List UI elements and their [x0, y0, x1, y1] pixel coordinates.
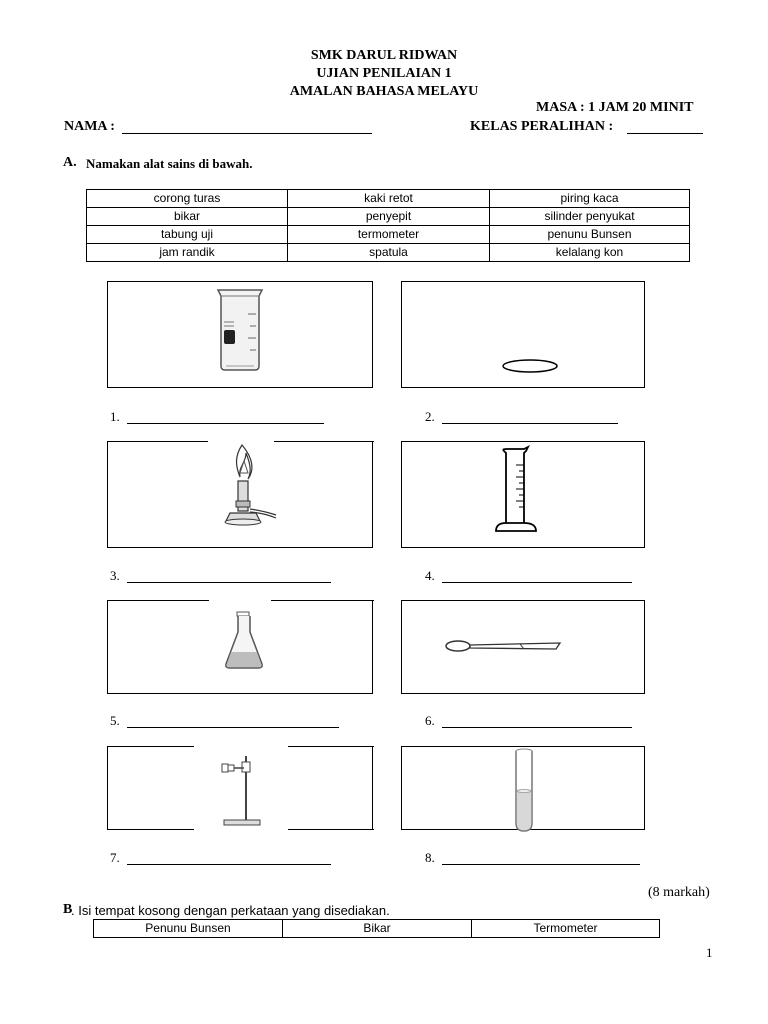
- class-label: KELAS PERALIHAN :: [470, 119, 614, 134]
- answer-number-4: 4.: [425, 568, 435, 583]
- table-cell: penyepit: [288, 208, 490, 226]
- watch-glass-icon: [501, 358, 559, 374]
- table-cell: termometer: [288, 226, 490, 244]
- answer-blank-2[interactable]: [442, 423, 618, 424]
- beaker-icon: [212, 286, 268, 372]
- answer-blank-3[interactable]: [127, 582, 331, 583]
- table-cell: kaki retot: [288, 190, 490, 208]
- image-box-1: [107, 281, 373, 388]
- exam-title: UJIAN PENILAIAN 1: [316, 66, 452, 81]
- name-blank[interactable]: [122, 133, 372, 134]
- answer-blank-7[interactable]: [127, 864, 331, 865]
- table-cell: Bikar: [283, 920, 472, 938]
- retort-stand-icon: [220, 752, 270, 828]
- bunsen-burner-icon: [212, 443, 282, 529]
- image-box-7: [107, 746, 373, 830]
- answer-number-2: 2.: [425, 409, 435, 424]
- image-box-4: [401, 441, 645, 548]
- class-blank[interactable]: [627, 133, 703, 134]
- page-number: 1: [706, 945, 713, 960]
- section-b-word-table: [93, 919, 660, 938]
- answer-number-7: 7.: [110, 850, 120, 865]
- answer-blank-1[interactable]: [127, 423, 324, 424]
- image-box-3: [107, 441, 373, 548]
- spatula-icon: [444, 637, 564, 657]
- name-label: NAMA :: [64, 119, 115, 134]
- section-b-instruction: . Isi tempat kosong dengan perkataan yang disediakan.: [71, 903, 390, 918]
- table-cell: Penunu Bunsen: [94, 920, 283, 938]
- answer-number-3: 3.: [110, 568, 120, 583]
- table-cell: kelalang kon: [490, 244, 690, 262]
- word-bank-table: [86, 189, 690, 262]
- table-cell: bikar: [87, 208, 288, 226]
- answer-number-1: 1.: [110, 409, 120, 424]
- school-name: SMK DARUL RIDWAN: [310, 48, 458, 63]
- answer-number-6: 6.: [425, 713, 435, 728]
- table-cell: penunu Bunsen: [490, 226, 690, 244]
- answer-number-8: 8.: [425, 850, 435, 865]
- image-box-2: [401, 281, 645, 388]
- answer-blank-4[interactable]: [442, 582, 632, 583]
- table-cell: jam randik: [87, 244, 288, 262]
- table-cell: corong turas: [87, 190, 288, 208]
- table-cell: silinder penyukat: [490, 208, 690, 226]
- section-a-letter: A.: [63, 155, 77, 170]
- table-row: [87, 190, 690, 208]
- table-row: [87, 208, 690, 226]
- table-cell: Termometer: [472, 920, 660, 938]
- answer-number-5: 5.: [110, 713, 120, 728]
- conical-flask-icon: [222, 610, 266, 672]
- image-box-8: [401, 746, 645, 830]
- image-box-6: [401, 600, 645, 694]
- table-row: [87, 244, 690, 262]
- subject-title: AMALAN BAHASA MELAYU: [289, 84, 479, 99]
- time-label: MASA : 1 JAM 20 MINIT: [536, 100, 694, 115]
- image-box-5: [107, 600, 373, 694]
- section-a-instruction: Namakan alat sains di bawah.: [86, 156, 253, 171]
- test-tube-icon: [512, 747, 536, 833]
- table-row: [94, 920, 660, 938]
- section-b-letter: B: [63, 902, 73, 917]
- table-cell: piring kaca: [490, 190, 690, 208]
- table-cell: spatula: [288, 244, 490, 262]
- measuring-cylinder-icon: [492, 445, 544, 535]
- table-row: [87, 226, 690, 244]
- table-cell: tabung uji: [87, 226, 288, 244]
- marks-label: (8 markah): [648, 885, 710, 900]
- answer-blank-8[interactable]: [442, 864, 640, 865]
- answer-blank-6[interactable]: [442, 727, 632, 728]
- answer-blank-5[interactable]: [127, 727, 339, 728]
